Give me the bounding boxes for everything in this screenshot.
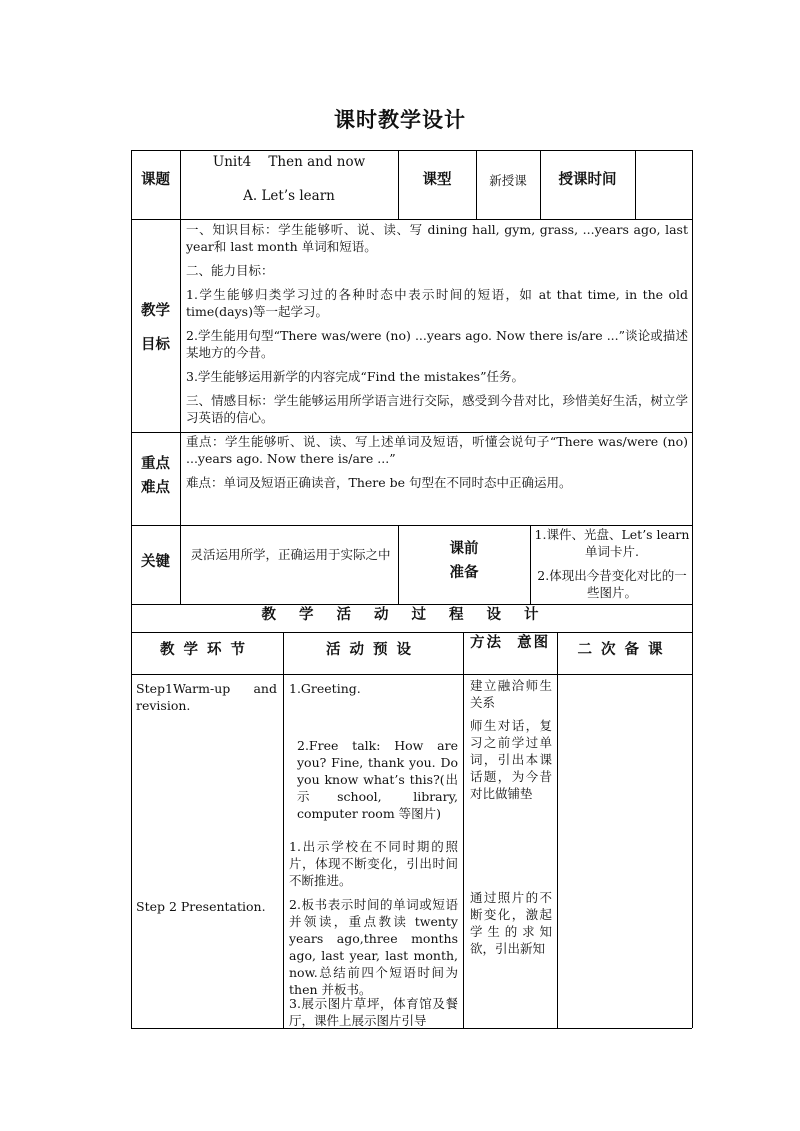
type-value: 新授课 — [489, 173, 527, 188]
step-cell: Step1Warm-up and revision. — [136, 681, 277, 713]
column-header: 教学环节 — [160, 642, 254, 658]
time-label: 授课时间 — [558, 172, 617, 188]
key-point: 重点：学生能够听、说、读、写上述单词及短语，听懂会说句子“There was/were (no) ...years ago. Now there is/are ...” — [186, 434, 688, 466]
difficulty: 难点：单词及短语正确读音，There be 句型在不同时态中正确运用。 — [186, 475, 572, 490]
focus-content — [186, 433, 688, 498]
type-label: 课型 — [422, 172, 452, 188]
objectives-content — [186, 221, 688, 433]
key-label: 关键 — [141, 554, 170, 570]
activity-item: 1.Greeting. — [289, 681, 361, 696]
column-header: 活动预设 — [326, 642, 420, 658]
intent-item: 通过照片的不断变化，激起学生的求知欲，引出新知 — [470, 890, 552, 956]
column-header: 二次备课 — [577, 642, 672, 658]
activity-item: 3.展示图片草坪，体育馆及餐厅，课件上展示图片引导 — [289, 996, 458, 1028]
objective-item: 3.学生能够运用新学的内容完成“Find the mistakes”任务。 — [186, 369, 524, 384]
topic-line-2: A. Let’s learn — [243, 188, 335, 204]
objective-item: 1.学生能够归类学习过的各种时态中表示时间的短语，如 at that time, in the old time(days)等一起学习。 — [186, 287, 688, 319]
prep-item: 1.课件、光盘、Let’s learn单词卡片. — [534, 527, 690, 559]
objectives-label — [131, 294, 180, 362]
focus-label — [131, 452, 180, 500]
objective-item: 一、知识目标：学生能够听、说、读、写 dining hall, gym, grass, ...years ago, last year和 last month 单词和短语。 — [186, 222, 688, 254]
focus-label-2: 难点 — [141, 480, 170, 496]
prep-content — [534, 526, 690, 608]
topic-label: 课题 — [141, 172, 170, 188]
topic-value — [180, 154, 398, 205]
intent-item: 师生对话，复习之前学过单词，引出本课话题，为今昔对比做铺垫 — [470, 718, 552, 801]
activity-item: 1.出示学校在不同时期的照片，体现不断变化，引出时间不断推进。 — [289, 839, 458, 888]
process-section-title: 教学活动过程设计 — [261, 607, 562, 623]
focus-label-1: 重点 — [141, 456, 170, 472]
objective-item: 二、能力目标： — [186, 263, 274, 278]
prep-label — [398, 537, 530, 585]
activity-item: 2.板书表示时间的单词或短语并领读，重点教读 twenty years ago,three months ago, last year, last month, now.总结前四个短语时间为 then 并板书。 — [289, 897, 458, 997]
prep-label-2: 准备 — [449, 565, 479, 581]
objective-item: 三、情感目标：学生能够运用所学语言进行交际，感受到今昔对比，珍惜美好生活，树立学习英语的信心。 — [186, 393, 688, 425]
intent-item: 建立融洽师生关系 — [470, 678, 552, 710]
page-title: 课时教学设计 — [334, 108, 466, 132]
prep-item: 2.体现出今昔变化对比的一些图片。 — [537, 568, 687, 600]
prep-label-1: 课前 — [449, 541, 479, 557]
activity-item: 2.Free talk: How are you? Fine, thank you. Do you know what’s this?(出示school, library, computer room 等图片) — [297, 738, 458, 821]
step-cell: Step 2 Presentation. — [136, 899, 266, 914]
objectives-label-1: 教学 — [141, 303, 170, 319]
objective-item: 2.学生能用句型“There was/were (no) ...years ago. Now there is/are ...”谈论或描述某地方的今昔。 — [186, 328, 688, 360]
objectives-label-2: 目标 — [141, 337, 170, 353]
column-header: 方法 意图 — [470, 635, 551, 651]
topic-line-1: Unit4 Then and now — [212, 154, 366, 170]
key-value: 灵活运用所学，正确运用于实际之中 — [190, 547, 391, 562]
